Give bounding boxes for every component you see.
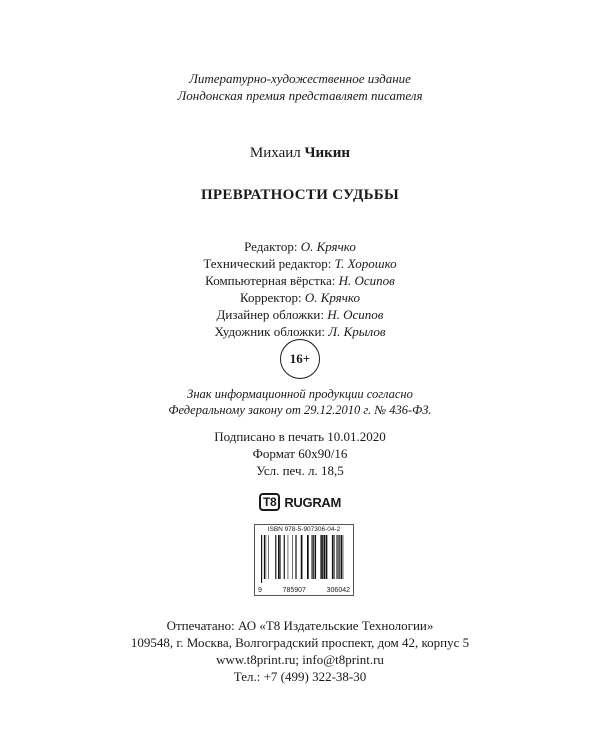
print-info xyxy=(0,428,600,479)
age-rating-badge xyxy=(0,339,600,379)
credit-line: Художник обложки: Л. Крылов xyxy=(214,324,386,339)
series-line: Лондонская премия представляет писателя xyxy=(177,88,423,103)
logo-mark: T8 xyxy=(259,493,280,511)
series-line: Литературно-художественное издание xyxy=(189,71,411,86)
book-title: ПРЕВРАТНОСТИ СУДЬБЫ xyxy=(200,187,400,203)
ean-digits: 9 785907 306042 xyxy=(258,587,350,594)
barcode-bar xyxy=(326,535,328,579)
printer-address: 109548, г. Москва, Волгоградский проспект, дом 42, корпус 5 xyxy=(130,635,470,650)
paper-format: Формат 60х90/16 xyxy=(252,446,348,461)
barcode-bar xyxy=(312,535,313,579)
barcode-bar xyxy=(284,535,285,579)
barcode-bar xyxy=(278,535,280,579)
barcode-bar xyxy=(280,535,281,579)
barcode-bar xyxy=(320,535,321,579)
printer-web: www.t8print.ru; info@t8print.ru xyxy=(216,652,384,667)
barcode-bar xyxy=(261,535,262,583)
printer-name: Отпечатано: АО «Т8 Издательские Технологии» xyxy=(166,618,434,633)
barcode-bar xyxy=(321,535,323,579)
author-first-name: Михаил xyxy=(249,145,301,161)
barcode-bar xyxy=(334,535,335,579)
barcode-bar xyxy=(266,535,267,579)
barcode-bar xyxy=(313,535,314,579)
barcode-bar xyxy=(307,535,309,579)
barcode-bar xyxy=(295,535,296,579)
barcode-bar xyxy=(275,535,276,579)
author-last-name: Чикин xyxy=(304,145,351,161)
credit-line: Компьютерная вёрстка: Н. Осипов xyxy=(205,273,395,288)
printer-phone: Тел.: +7 (499) 322-38-30 xyxy=(233,669,367,684)
barcode-bar xyxy=(339,535,340,579)
age-rating: 16+ xyxy=(280,339,320,379)
barcode-bar xyxy=(323,535,325,579)
barcode-bar xyxy=(338,535,339,579)
barcode-bar xyxy=(288,535,289,579)
law-notice: Знак информационной продукции согласно Федеральному закону от 29.12.2010 г. № 436-ФЗ. xyxy=(168,387,432,417)
series-info xyxy=(0,70,600,104)
credit-line: Дизайнер обложки: Н. Осипов xyxy=(216,307,384,322)
barcode-bar xyxy=(264,535,265,579)
logo-name: RUGRAM xyxy=(284,494,342,510)
barcode-bar xyxy=(296,535,297,579)
barcode-bar xyxy=(336,535,337,579)
print-sheets: Усл. печ. л. 18,5 xyxy=(256,463,344,478)
barcode-bar xyxy=(343,535,344,579)
barcode-bar xyxy=(341,535,342,579)
barcode-bar xyxy=(268,535,269,579)
author-name xyxy=(0,145,600,162)
credit-line: Редактор: О. Крячко xyxy=(244,239,356,254)
barcode-bar xyxy=(292,535,293,579)
barcode-bar xyxy=(315,535,316,579)
barcode-bar xyxy=(301,535,303,579)
barcode-bars xyxy=(261,535,347,583)
credit-line: Технический редактор: Т. Хорошко xyxy=(203,256,397,271)
credits-list xyxy=(0,238,600,340)
signed-date: Подписано в печать 10.01.2020 xyxy=(214,429,386,444)
barcode-bar xyxy=(332,535,334,579)
credit-line: Корректор: О. Крячко xyxy=(240,290,360,305)
isbn-number: ISBN 978-5-907306-04-2 xyxy=(267,526,341,533)
publisher-logo xyxy=(0,493,600,511)
printer-info xyxy=(0,617,600,685)
barcode xyxy=(254,524,354,596)
